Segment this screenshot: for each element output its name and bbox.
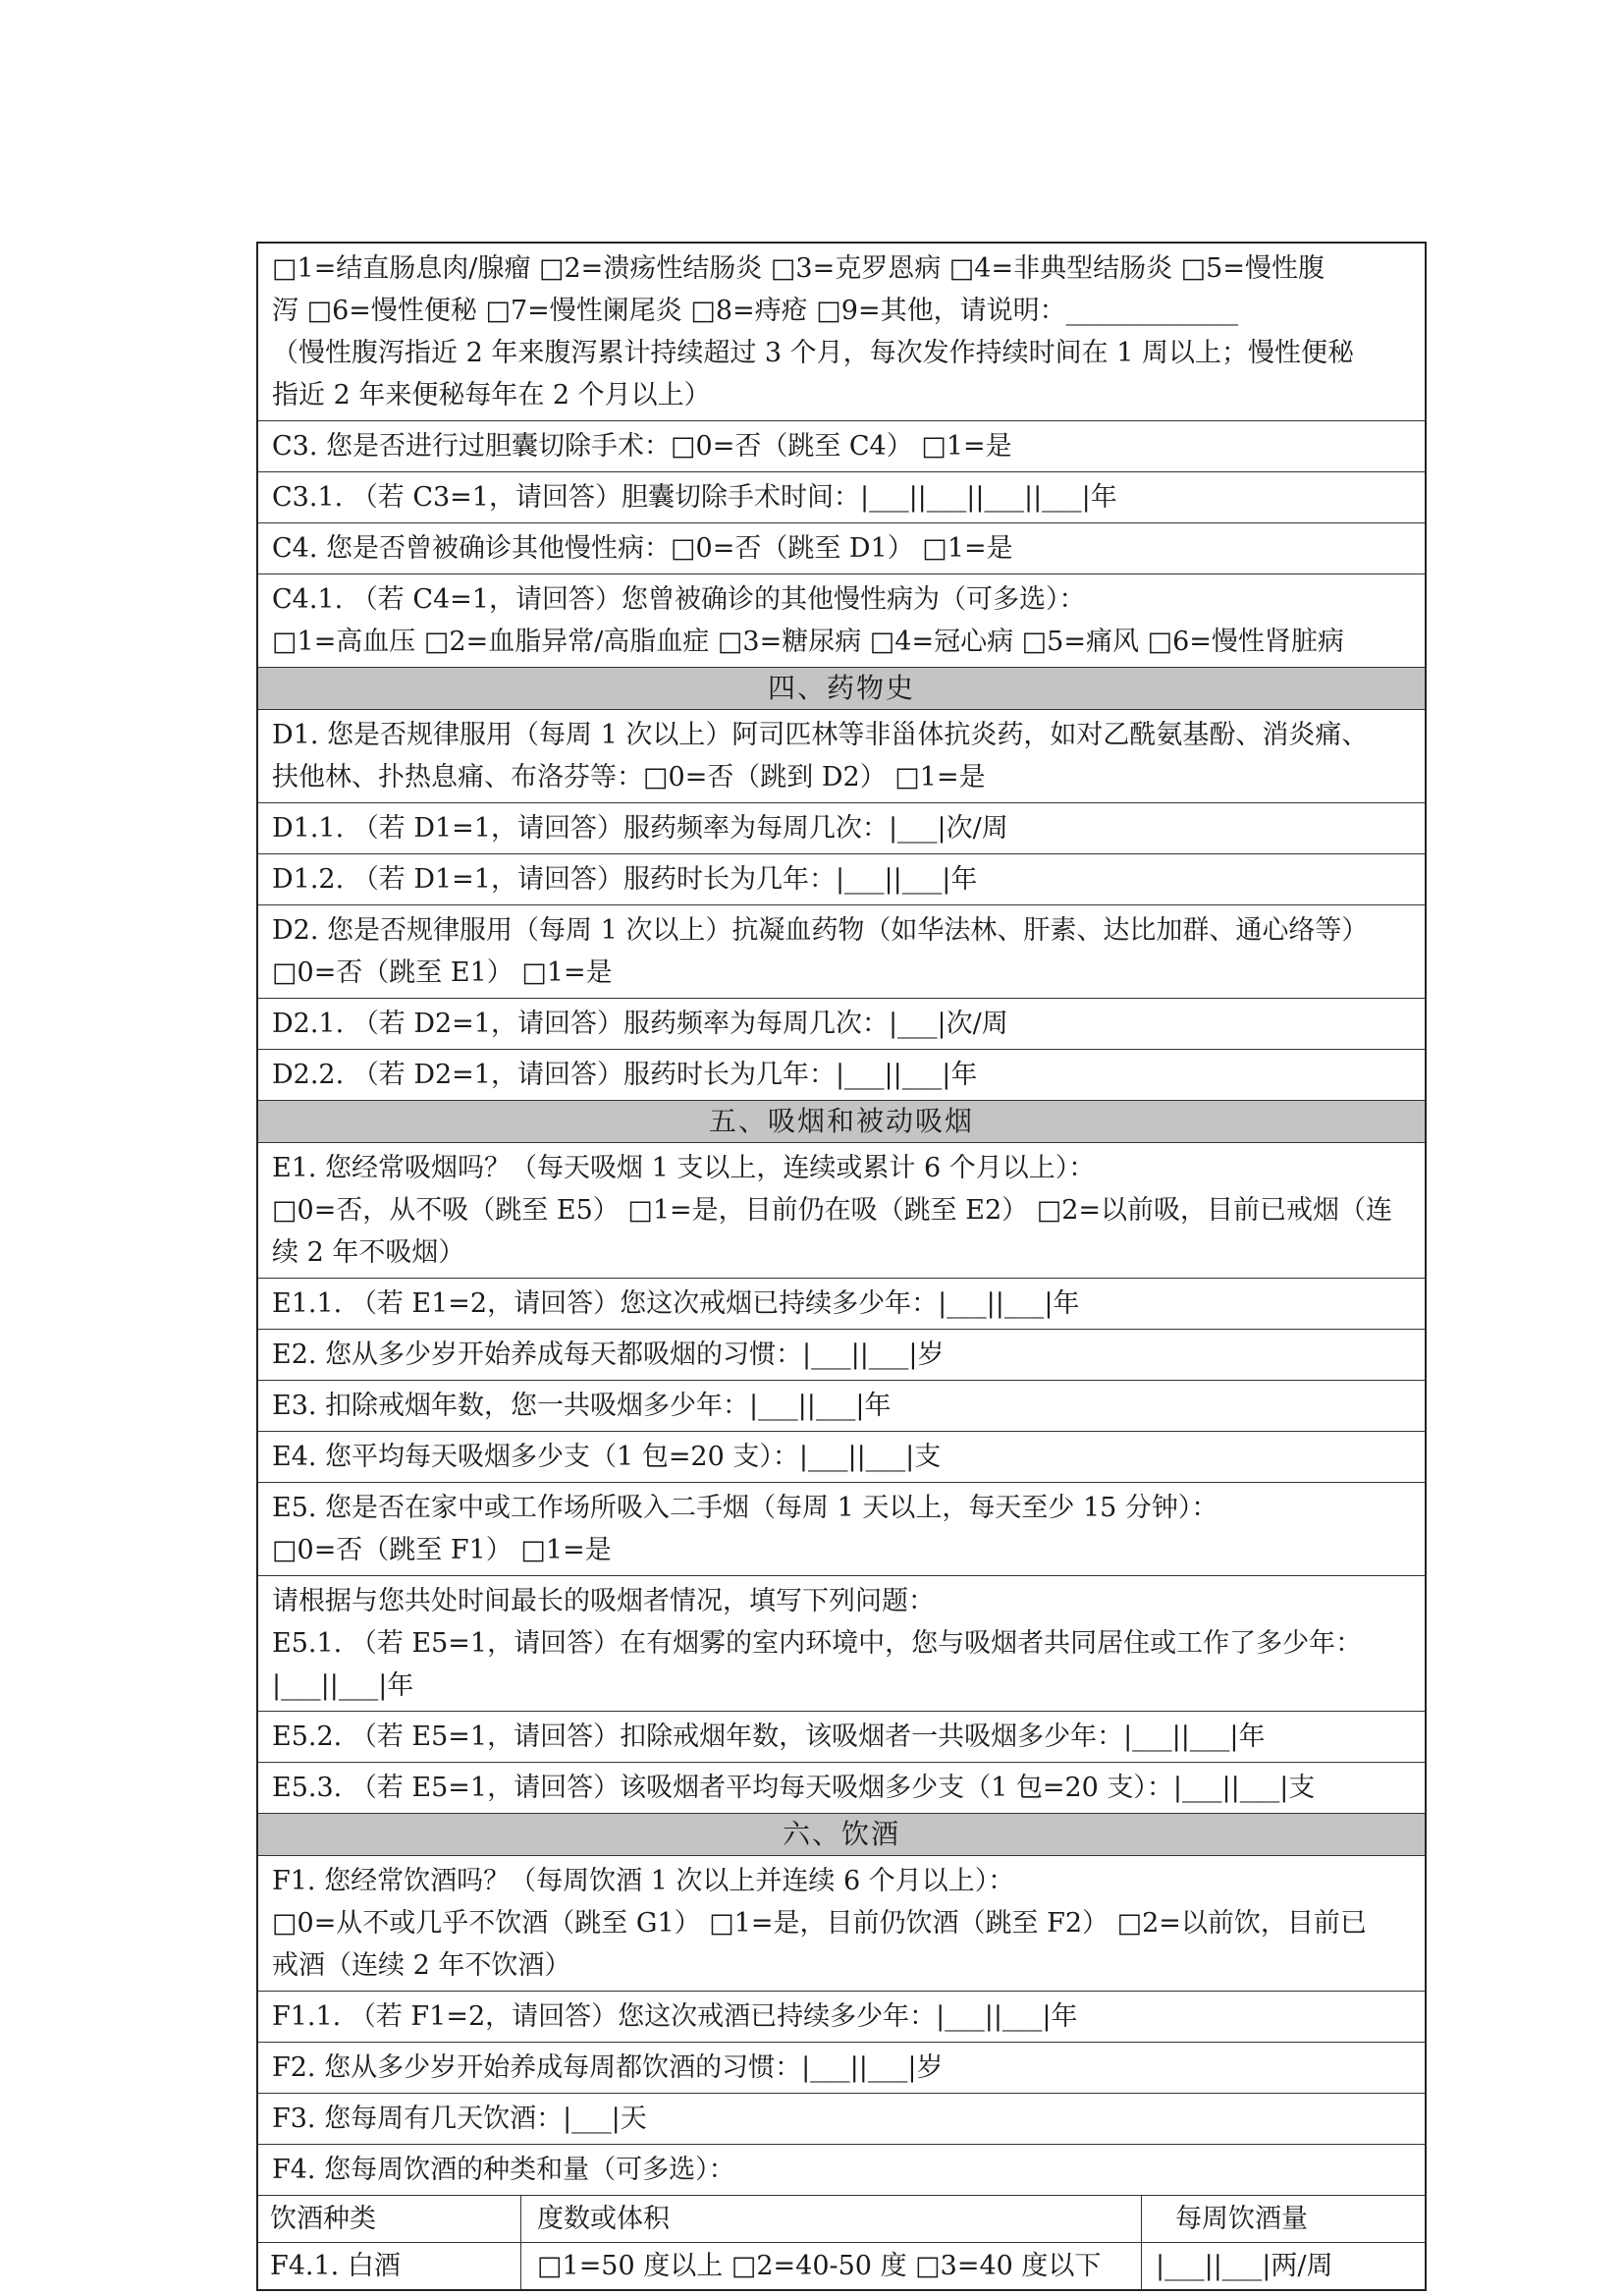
- question-c4-1-options[interactable]: □1=高血压 □2=血脂异常/高脂血症 □3=糖尿病 □4=冠心病 □5=痛风 □6=慢性肾脏病: [272, 627, 1344, 657]
- question-c3-text: C3. 您是否进行过胆囊切除手术：□0=否（跳至 C4） □1=是: [272, 431, 1012, 462]
- question-d2-1[interactable]: [258, 999, 1425, 1050]
- question-f4-text: F4. 您每周饮酒的种类和量（可多选）：: [272, 2155, 735, 2185]
- f4-table-header: [258, 2196, 1425, 2243]
- question-d2-2[interactable]: [258, 1050, 1425, 1101]
- question-e5-line2[interactable]: □0=否（跳至 F1） □1=是: [272, 1535, 612, 1565]
- question-f2-text: F2. 您从多少岁开始养成每周都饮酒的习惯：|___||___|岁: [272, 2052, 944, 2083]
- question-f4: [258, 2145, 1425, 2196]
- question-e5-2-text: E5.2. （若 E5=1，请回答）扣除戒烟年数，该吸烟者一共吸烟多少年：|___||___|年: [272, 1722, 1266, 1752]
- question-d2-line1: D2. 您是否规律服用（每周 1 次以上）抗凝血药物（如华法林、肝素、达比加群、通心络等）: [272, 915, 1369, 946]
- question-e3-text: E3. 扣除戒烟年数，您一共吸烟多少年：|___||___|年: [272, 1391, 892, 1421]
- f4-table-row-baijiu: [258, 2243, 1425, 2289]
- question-d1[interactable]: [258, 710, 1425, 803]
- question-d1-line1: D1. 您是否规律服用（每周 1 次以上）阿司匹林等非甾体抗炎药，如对乙酰氨基酚、消炎痛、: [272, 720, 1369, 750]
- question-e2-text: E2. 您从多少岁开始养成每天都吸烟的习惯：|___||___|岁: [272, 1339, 945, 1370]
- question-c4-1[interactable]: [258, 574, 1425, 668]
- question-e5-3-text: E5.3. （若 E5=1，请回答）该吸烟者平均每天吸烟多少支（1 包=20 支）：|___||___|支: [272, 1773, 1316, 1803]
- question-e1-line2[interactable]: □0=否，从不吸（跳至 E5） □1=是，目前仍在吸（跳至 E2） □2=以前吸，目前已戒烟（连: [272, 1195, 1393, 1226]
- section-header-drinking: 六、饮酒: [258, 1814, 1425, 1856]
- c2-options-block: [258, 244, 1425, 421]
- question-f2[interactable]: [258, 2043, 1425, 2094]
- question-f1-1-text: F1.1. （若 F1=2，请回答）您这次戒酒已持续多少年：|___||___|年: [272, 2001, 1078, 2032]
- question-e5-line1: E5. 您是否在家中或工作场所吸入二手烟（每周 1 天以上，每天至少 15 分钟）：: [272, 1493, 1218, 1523]
- question-d1-line2[interactable]: 扶他林、扑热息痛、布洛芬等：□0=否（跳到 D2） □1=是: [272, 762, 986, 793]
- question-d2-line2[interactable]: □0=否（跳至 E1） □1=是: [272, 957, 613, 988]
- question-d1-2[interactable]: [258, 854, 1425, 905]
- question-c4[interactable]: [258, 523, 1425, 574]
- questionnaire-form: [256, 242, 1427, 2291]
- question-e5-1-intro: 请根据与您共处时间最长的吸烟者情况，填写下列问题：: [272, 1586, 935, 1616]
- question-e5-2[interactable]: [258, 1712, 1425, 1763]
- question-e5-1-text: E5.1. （若 E5=1，请回答）在有烟雾的室内环境中，您与吸烟者共同居住或工作了多少年：: [272, 1628, 1363, 1659]
- section-header-smoking: 五、吸烟和被动吸烟: [258, 1101, 1425, 1143]
- question-f3[interactable]: [258, 2094, 1425, 2145]
- c2-options-line1[interactable]: □1=结直肠息肉/腺瘤 □2=溃疡性结肠炎 □3=克罗恩病 □4=非典型结肠炎 □5=慢性腹: [272, 253, 1325, 284]
- c2-note-line1: （慢性腹泻指近 2 年来腹泻累计持续超过 3 个月，每次发作持续时间在 1 周以上；慢性便秘: [272, 338, 1355, 368]
- question-c3-1[interactable]: [258, 472, 1425, 523]
- question-e5-1-answer[interactable]: |___||___|年: [272, 1670, 414, 1701]
- question-e1-line1: E1. 您经常吸烟吗？（每天吸烟 1 支以上，连续或累计 6 个月以上）：: [272, 1153, 1096, 1183]
- f4-header-strength: 度数或体积: [521, 2196, 1142, 2242]
- question-f1[interactable]: [258, 1856, 1425, 1992]
- question-f1-line2[interactable]: □0=从不或几乎不饮酒（跳至 G1） □1=是，目前仍饮酒（跳至 F2） □2=以前饮，目前已: [272, 1908, 1367, 1939]
- f4-header-amount: 每周饮酒量: [1175, 2204, 1308, 2234]
- f4-row1-amount-field[interactable]: |___||___|两/周: [1156, 2251, 1333, 2281]
- question-e1-1-text: E1.1. （若 E1=2，请回答）您这次戒烟已持续多少年：|___||___|年: [272, 1288, 1080, 1319]
- question-e5-3[interactable]: [258, 1763, 1425, 1814]
- section-header-medication: 四、药物史: [258, 668, 1425, 710]
- f4-row1-strength-options[interactable]: □1=50 度以上 □2=40-50 度 □3=40 度以下: [521, 2243, 1142, 2289]
- question-e2[interactable]: [258, 1330, 1425, 1381]
- f4-header-type: 饮酒种类: [258, 2196, 521, 2242]
- question-f1-line1: F1. 您经常饮酒吗？（每周饮酒 1 次以上并连续 6 个月以上）：: [272, 1866, 1015, 1896]
- question-e4[interactable]: [258, 1432, 1425, 1483]
- question-d2-1-text: D2.1. （若 D2=1，请回答）服药频率为每周几次：|___|次/周: [272, 1009, 1008, 1039]
- question-d1-1[interactable]: [258, 803, 1425, 854]
- question-f1-1[interactable]: [258, 1992, 1425, 2043]
- question-e5[interactable]: [258, 1483, 1425, 1576]
- question-c3[interactable]: [258, 421, 1425, 472]
- c2-options-line2[interactable]: 泻 □6=慢性便秘 □7=慢性阑尾炎 □8=痔疮 □9=其他，请说明：_____________: [272, 296, 1239, 326]
- question-e5-1[interactable]: [258, 1576, 1425, 1712]
- f4-row1-type: F4.1. 白酒: [258, 2243, 521, 2289]
- question-d2[interactable]: [258, 905, 1425, 999]
- question-d2-2-text: D2.2. （若 D2=1，请回答）服药时长为几年：|___||___|年: [272, 1060, 978, 1090]
- question-c4-text: C4. 您是否曾被确诊其他慢性病：□0=否（跳至 D1） □1=是: [272, 533, 1013, 564]
- question-d1-1-text: D1.1. （若 D1=1，请回答）服药频率为每周几次：|___|次/周: [272, 813, 1008, 844]
- question-e1-1[interactable]: [258, 1279, 1425, 1330]
- question-f3-text: F3. 您每周有几天饮酒：|___|天: [272, 2104, 647, 2134]
- question-e1-line3: 续 2 年不吸烟）: [272, 1237, 465, 1268]
- question-c3-1-text: C3.1. （若 C3=1，请回答）胆囊切除手术时间：|___||___||___||___|年: [272, 482, 1117, 513]
- question-e3[interactable]: [258, 1381, 1425, 1432]
- question-c4-1-prompt: C4.1. （若 C4=1，请回答）您曾被确诊的其他慢性病为（可多选）：: [272, 584, 1086, 615]
- c2-note-line2: 指近 2 年来便秘每年在 2 个月以上）: [272, 380, 711, 410]
- question-f1-line3: 戒酒（连续 2 年不饮酒）: [272, 1950, 571, 1981]
- question-e4-text: E4. 您平均每天吸烟多少支（1 包=20 支）：|___||___|支: [272, 1442, 942, 1472]
- question-e1[interactable]: [258, 1143, 1425, 1279]
- question-d1-2-text: D1.2. （若 D1=1，请回答）服药时长为几年：|___||___|年: [272, 864, 978, 895]
